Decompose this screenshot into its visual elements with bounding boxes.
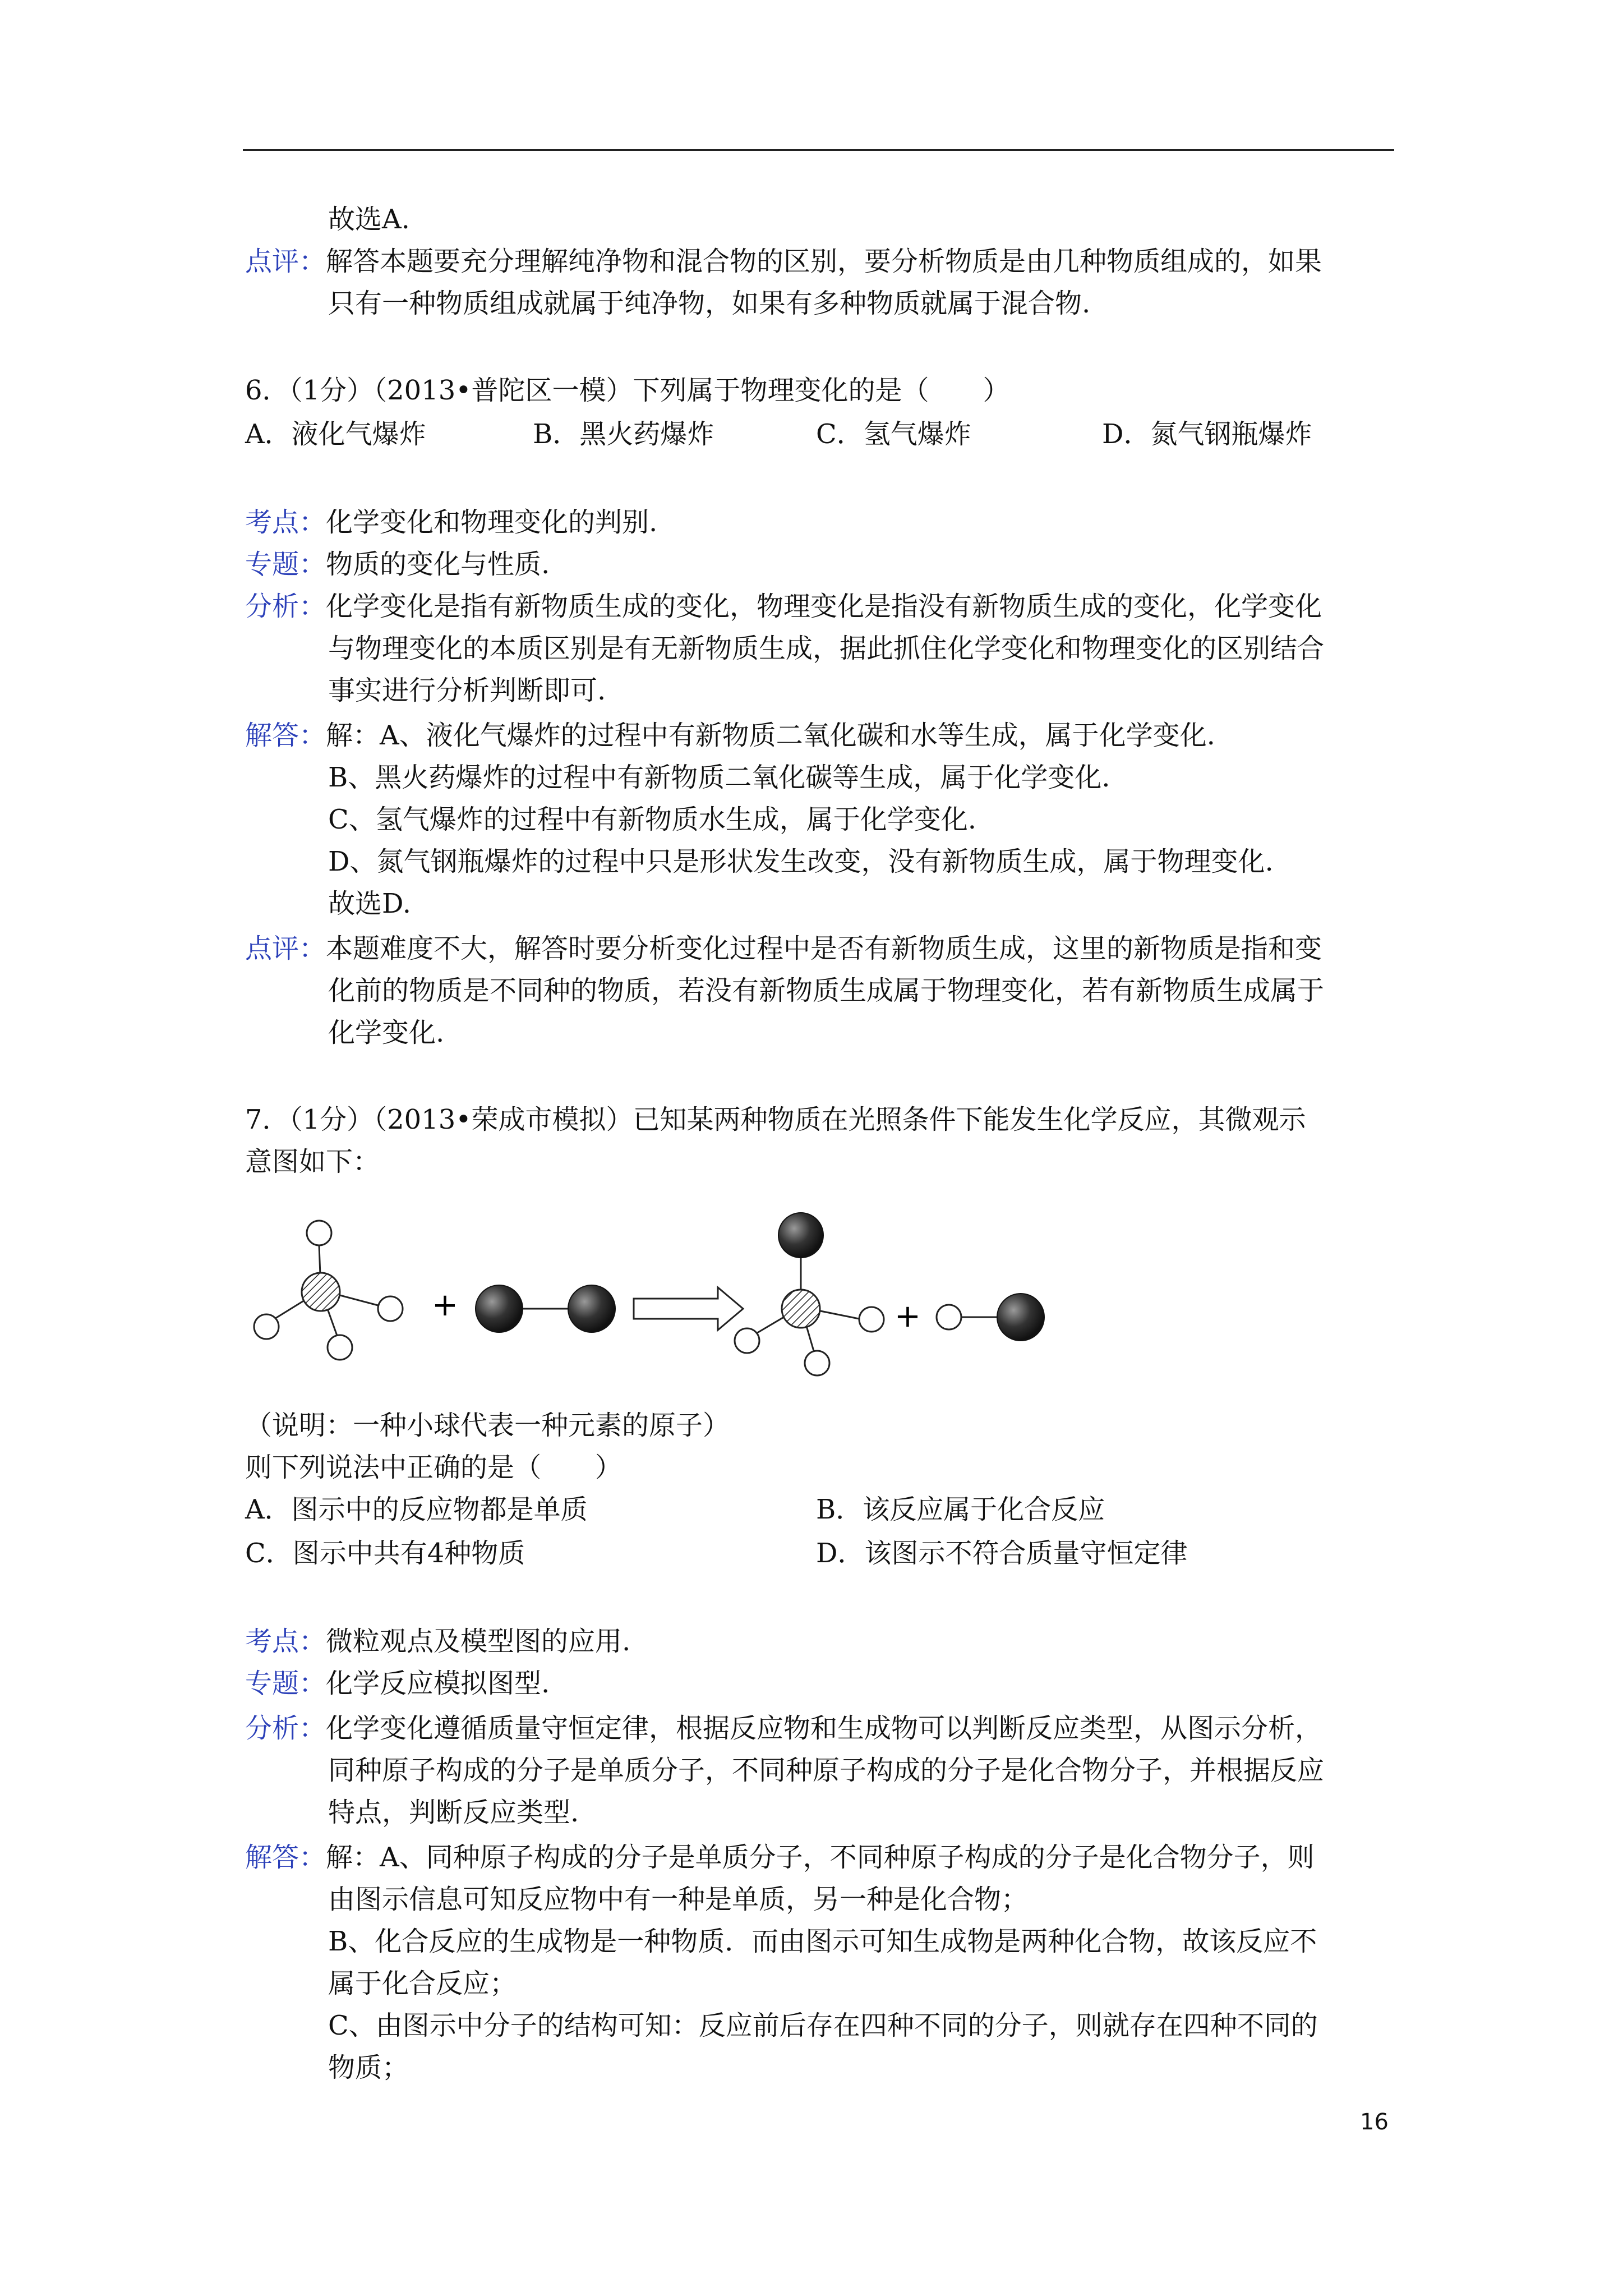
q7-zhuanti-label: 专题： — [245, 1668, 326, 1699]
q7-zhuanti-text: 化学反应模拟图型. — [326, 1668, 550, 1699]
answer-line: 故选A. — [328, 204, 410, 235]
q6-stem: 6．（1分）（2013•普陀区一模）下列属于物理变化的是（ ） — [245, 375, 1010, 406]
reactant-molecule-2 — [476, 1285, 615, 1332]
q7-option-b: B．该反应属于化合反应 — [816, 1494, 1105, 1525]
q7-kaodian-label: 考点： — [245, 1626, 326, 1657]
product-molecule-1 — [735, 1213, 884, 1375]
q7-fenxi-text-2: 同种原子构成的分子是单质分子，不同种原子构成的分子是化合物分子，并根据反应 — [328, 1755, 1325, 1786]
q7-stem-2: 意图如下： — [245, 1146, 380, 1177]
comment-label: 点评： — [245, 246, 326, 277]
q6-zhuanti — [245, 547, 550, 582]
header-rule — [243, 149, 1394, 151]
q6-option-d: D．氮气钢瓶爆炸 — [1102, 418, 1312, 450]
q6-kaodian-label: 考点： — [245, 507, 326, 538]
product-molecule-2 — [937, 1294, 1044, 1341]
q7-kaodian-text: 微粒观点及模型图的应用. — [326, 1626, 631, 1657]
q7-fenxi-text-1: 化学变化遵循质量守恒定律，根据反应物和生成物可以判断反应类型，从图示分析， — [326, 1713, 1322, 1744]
q7-jieda-text-5: C、由图示中分子的结构可知：反应前后存在四种不同的分子，则就存在四种不同的 — [328, 2010, 1318, 2041]
q6-jieda-text-4: D、氮气钢瓶爆炸的过程中只是形状发生改变，没有新物质生成，属于物理变化. — [328, 846, 1274, 877]
q7-jieda-text-1: 解：A、同种原子构成的分子是单质分子，不同种原子构成的分子是化合物分子，则 — [326, 1842, 1315, 1873]
plus-sign-2: + — [895, 1298, 921, 1335]
q7-option-d: D．该图示不符合质量守恒定律 — [816, 1538, 1188, 1569]
q7-kaodian — [245, 1624, 630, 1659]
q6-zhuanti-label: 专题： — [245, 549, 326, 580]
q7-jieda-text-2: 由图示信息可知反应物中有一种是单质，另一种是化合物； — [328, 1884, 1029, 1915]
q6-jieda — [245, 718, 1215, 753]
comment-line-2: 只有一种物质组成就属于纯净物，如果有多种物质就属于混合物. — [328, 288, 1091, 319]
q6-option-a: A．液化气爆炸 — [245, 418, 426, 450]
q7-note: （说明：一种小球代表一种元素的原子） — [245, 1410, 730, 1441]
q7-fenxi-text-3: 特点，判断反应类型. — [328, 1797, 579, 1828]
plus-sign-1: + — [432, 1287, 458, 1323]
q7-jieda — [245, 1840, 1315, 1875]
q6-jieda-label: 解答： — [245, 720, 326, 751]
reaction-arrow-icon — [634, 1287, 743, 1330]
q7-ask: 则下列说法中正确的是（ ） — [245, 1452, 623, 1483]
q6-dianping-text-3: 化学变化. — [328, 1017, 445, 1048]
reaction-diagram — [241, 1200, 1060, 1391]
q6-fenxi-label: 分析： — [245, 591, 326, 622]
q6-jieda-text-1: 解：A、液化气爆炸的过程中有新物质二氧化碳和水等生成，属于化学变化. — [326, 720, 1215, 751]
comment-line — [245, 244, 1322, 279]
q6-jieda-text-2: B、黑火药爆炸的过程中有新物质二氧化碳等生成，属于化学变化. — [328, 762, 1110, 793]
q6-fenxi-text-2: 与物理变化的本质区别是有无新物质生成，据此抓住化学变化和物理变化的区别结合 — [328, 633, 1325, 664]
q6-option-c: C．氢气爆炸 — [816, 418, 971, 450]
q6-dianping — [245, 931, 1322, 966]
q7-fenxi — [245, 1711, 1322, 1746]
q6-zhuanti-text: 物质的变化与性质. — [326, 549, 550, 580]
q6-fenxi — [245, 589, 1322, 624]
reactant-molecule-1 — [254, 1221, 403, 1360]
q6-fenxi-text-1: 化学变化是指有新物质生成的变化，物理变化是指没有新物质生成的变化，化学变化 — [326, 591, 1322, 622]
q7-stem: 7．（1分）（2013•荣成市模拟）已知某两种物质在光照条件下能发生化学反应，其微观示 — [245, 1104, 1306, 1135]
q7-jieda-text-4: 属于化合反应； — [328, 1968, 517, 1999]
q7-jieda-text-6: 物质； — [328, 2052, 409, 2083]
q6-dianping-text-2: 化前的物质是不同种的物质，若没有新物质生成属于物理变化，若有新物质生成属于 — [328, 975, 1325, 1006]
comment-text: 解答本题要充分理解纯净物和混合物的区别，要分析物质是由几种物质组成的，如果 — [326, 246, 1322, 277]
q6-jieda-text-5: 故选D. — [328, 888, 412, 919]
page-number: 16 — [1360, 2109, 1389, 2135]
q7-zhuanti — [245, 1666, 550, 1701]
q7-option-a: A．图示中的反应物都是单质 — [245, 1494, 588, 1525]
q6-fenxi-text-3: 事实进行分析判断即可. — [328, 675, 606, 706]
q7-option-c: C．图示中共有4种物质 — [245, 1538, 525, 1569]
q6-option-b: B．黑火药爆炸 — [533, 418, 714, 450]
q6-dianping-label: 点评： — [245, 933, 326, 964]
q7-fenxi-label: 分析： — [245, 1713, 326, 1744]
q6-kaodian-text: 化学变化和物理变化的判别. — [326, 507, 658, 538]
q6-jieda-text-3: C、氢气爆炸的过程中有新物质水生成，属于化学变化. — [328, 804, 976, 835]
q7-jieda-text-3: B、化合反应的生成物是一种物质．而由图示可知生成物是两种化合物，故该反应不 — [328, 1926, 1317, 1957]
q6-dianping-text-1: 本题难度不大，解答时要分析变化过程中是否有新物质生成，这里的新物质是指和变 — [326, 933, 1322, 964]
q7-jieda-label: 解答： — [245, 1842, 326, 1873]
q6-kaodian — [245, 505, 657, 540]
